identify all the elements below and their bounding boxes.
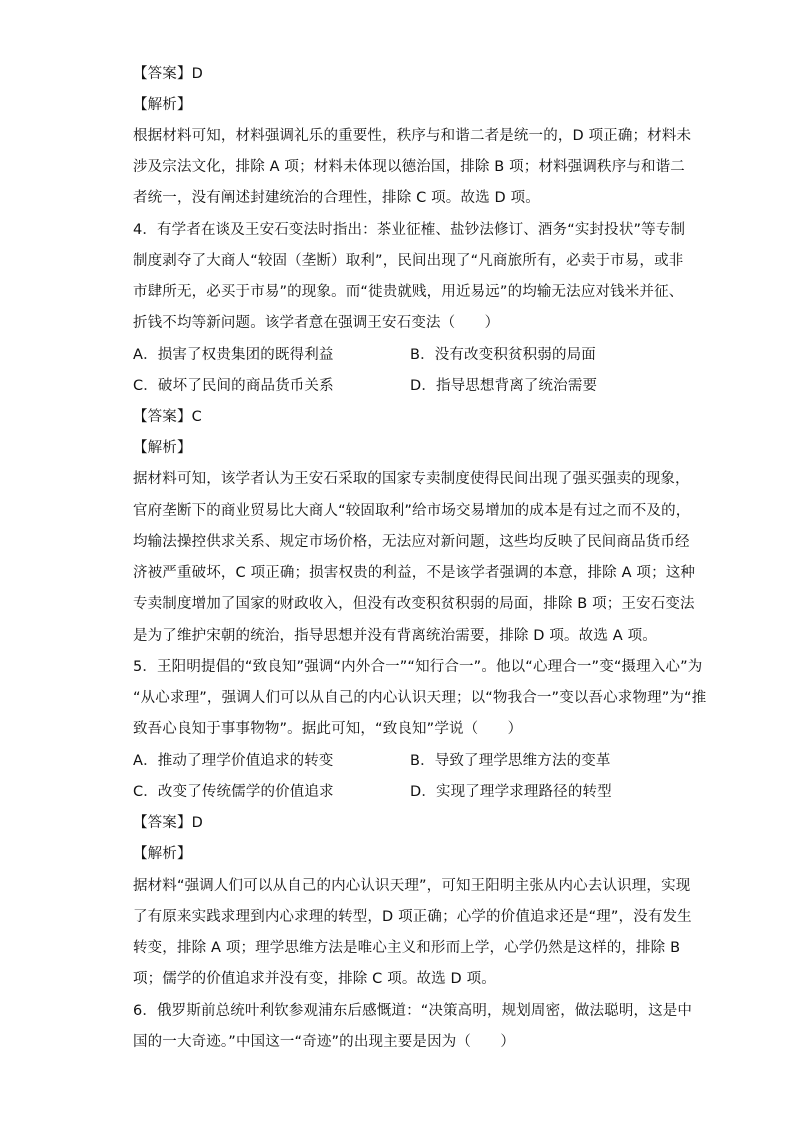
option-c: C．破坏了民间的商品货币关系 [133, 378, 334, 394]
question-stem: 5．王阳明提倡的“致良知”强调“内外合一”“知行合一”。他以“心理合一”变“摄理入心”为 [133, 659, 703, 675]
analysis-label: 【解析】 [133, 440, 192, 456]
analysis-text: 涉及宗法文化，排除 A 项；材料未体现以德治国，排除 B 项；材料强调秩序与和谐二 [133, 159, 685, 175]
option-b: B．没有改变积贫积弱的局面 [410, 347, 596, 363]
analysis-text: 专卖制度增加了国家的财政收入，但没有改变积贫积弱的局面，排除 B 项；王安石变法 [133, 596, 695, 612]
question-stem: 4．有学者在谈及王安石变法时指出：茶业征榷、盐钞法修订、酒务“实封投状”等专制 [133, 222, 686, 238]
answer-label: 【答案】D [133, 66, 203, 82]
answer-label: 【答案】D [133, 815, 203, 831]
analysis-text: 济被严重破坏，C 项正确；损害权贵的利益，不是该学者强调的本意，排除 A 项；这种 [133, 565, 696, 581]
analysis-text: 是为了维护宋朝的统治，指导思想并没有背离统治需要，排除 D 项。故选 A 项。 [133, 628, 657, 644]
question-stem: 6．俄罗斯前总统叶利钦参观浦东后感慨道：“决策高明，规划周密，做法聪明，这是中 [133, 1003, 693, 1019]
analysis-text: 据材料可知，该学者认为王安石采取的国家专卖制度使得民间出现了强买强卖的现象， [133, 471, 690, 487]
analysis-label: 【解析】 [133, 846, 192, 862]
option-c: C．改变了传统儒学的价值追求 [133, 784, 334, 800]
question-stem: 致吾心良知于事事物物”。据此可知，“致良知”学说（ ） [133, 721, 523, 737]
analysis-text: 了有原来实践求理到内心求理的转型，D 项正确；心学的价值追求还是“理”，没有发生 [133, 909, 692, 925]
option-d: D．指导思想背离了统治需要 [410, 378, 598, 394]
analysis-text: 据材料“强调人们可以从自己的内心认识天理”，可知王阳明主张从内心去认识理，实现 [133, 878, 691, 894]
question-stem: 折钱不均等新问题。该学者意在强调王安石变法（ ） [133, 315, 500, 331]
question-stem: 制度剥夺了大商人“较固（垄断）取利”，民间出现了“凡商旅所有，必卖于市易，或非 [133, 253, 684, 269]
answer-label: 【答案】C [133, 409, 202, 425]
analysis-text: 官府垄断下的商业贸易比大商人“较固取利”给市场交易增加的成本是有过之而不及的， [133, 503, 691, 519]
question-stem: “从心求理”，强调人们可以从自己的内心认识天理；以“物我合一”变以吾心求物理”为“推 [133, 690, 707, 706]
question-stem: 市肆所无，必买于市易”的现象。而“徙贵就贱，用近易远”的均输无法应对钱米并征、 [133, 284, 684, 300]
option-b: B．导致了理学思维方法的变革 [410, 753, 611, 769]
option-a: A．损害了权贵集团的既得利益 [133, 347, 334, 363]
analysis-text: 转变，排除 A 项；理学思维方法是唯心主义和形而上学，心学仍然是这样的，排除 B [133, 940, 681, 956]
analysis-text: 根据材料可知，材料强调礼乐的重要性，秩序与和谐二者是统一的，D 项正确；材料未 [133, 128, 692, 144]
option-d: D．实现了理学求理路径的转型 [410, 784, 612, 800]
question-stem: 国的一大奇迹。”中国这一“奇迹”的出现主要是因为（ ） [133, 1034, 515, 1050]
option-a: A．推动了理学价值追求的转变 [133, 753, 334, 769]
analysis-label: 【解析】 [133, 97, 192, 113]
analysis-text: 者统一，没有阐述封建统治的合理性，排除 C 项。故选 D 项。 [133, 190, 540, 206]
analysis-text: 项；儒学的价值追求并没有变，排除 C 项。故选 D 项。 [133, 971, 496, 987]
analysis-text: 均输法操控供求关系、规定市场价格，无法应对新问题，这些均反映了民间商品货币经 [133, 534, 690, 550]
